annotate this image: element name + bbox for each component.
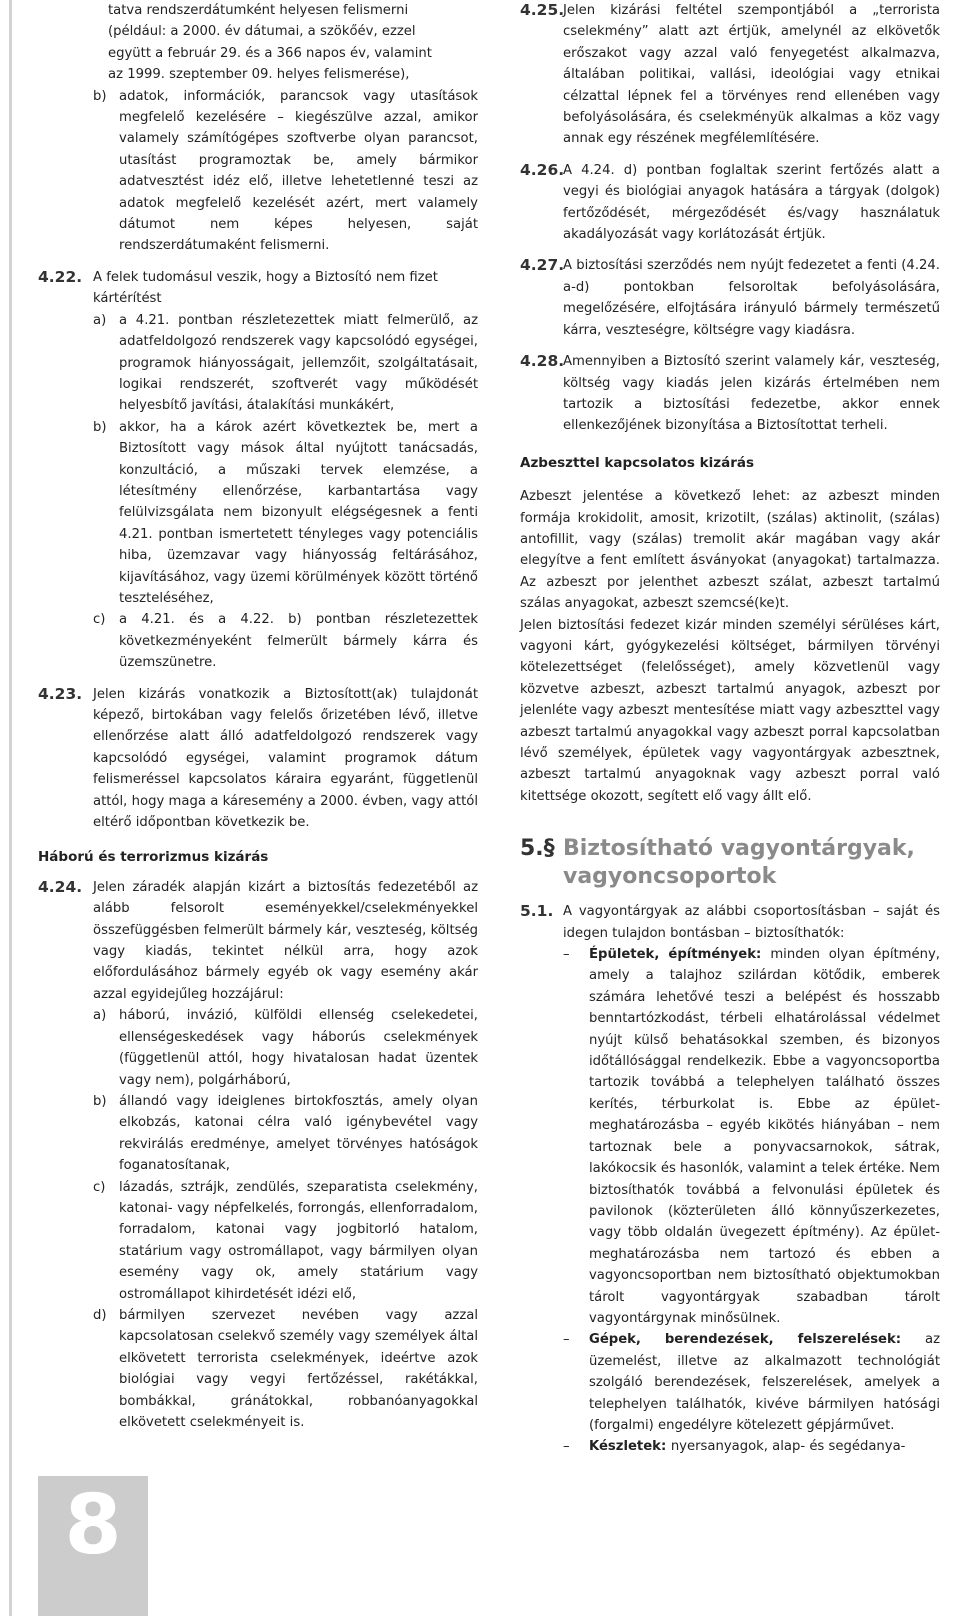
asbestos-paragraph: Jelen biztosítási fedezet kizár minden személyi sérüléses kárt, vagyoni kárt, gyógykezelési költséget, bármilyen törvényi kötelezettséget (felelősséget), amely közvetlenül vagy közvetve azbeszt, azbeszt tartalmú anyagok, azbeszt por jelenléte vagy azbeszt mentesítése miatt vagy azbeszttel vagy azbeszt tartalmú anyagokkal vagy azbeszt porral kapcsolatban lévő személyek, épületek vagy vagyontárgyak azbesztnek, azbeszt tartalmú anyagoknak vagy azbeszt porral való kitettsége okozott, segített elő vagy állt elő. (520, 617, 940, 804)
heading-war-terrorism: Háború és terrorizmus kizárás (38, 849, 269, 866)
left-margin-rule (9, 0, 12, 1616)
section-text: A vagyontárgyak az alábbi csoportosításban – saját és idegen tulajdon bontásban – biztosíthatók: (563, 904, 940, 941)
section-number: 4.25. (520, 1, 565, 19)
item-label: a) (93, 1008, 107, 1024)
list-item (563, 944, 940, 1329)
dash-bullet: – (563, 1439, 570, 1455)
list-item (93, 86, 478, 257)
section-4-23 (38, 684, 478, 834)
item-term: Gépek, berendezések, felszerelések: (589, 1332, 925, 1348)
list-item (93, 310, 478, 417)
list-item (93, 1005, 478, 1091)
dash-bullet: – (563, 1332, 570, 1348)
section-4-22 (38, 267, 478, 674)
list-item (93, 1091, 478, 1177)
right-column (520, 0, 940, 1458)
list-item (563, 1329, 940, 1436)
list-item (563, 1436, 940, 1457)
section-number: 5.§ (520, 836, 555, 862)
section-text: Jelen kizárási feltétel szempontjából a „terrorista cselekmény” alatt azt értjük, amelynél az elkövetők erőszakot vagy azzal való fenyegetést alkalmazva, általában politikai, vallási, ideológiai vagy etnikai célzattal lépnek fel a törvényes rend ellenében vagy befolyásolására, és cselekményük alkalmas a köz vagy annak egy részének megfélemlítésére. (563, 3, 940, 147)
item-term: Épületek, építmények: (589, 947, 771, 963)
intro-line: az 1999. szeptember 09. helyes felismerése), (108, 67, 410, 83)
item-text: minden olyan építmény, amely a talajhoz szilárdan kötődik, emberek számára lehetővé teszi a belépést és hosszabb benntartózkodást, térbeli elhatárolással védelmet nyújt külső behatásokkal szemben, és bizonyos időtállósággal rendelkezik. Ebbe a vagyoncsoportba tartozik továbbá a telephelyen található összes kerítés, térburkolat is. Ebbe az épület-meghatározásba – egyéb kikötés hiányában – nem tartoznak bele a ponyvacsarnokok, sátrak, lakókocsik és hasonlók, valamint a telek értéke. Nem biztosíthatók továbbá a felvonulási épületek és pavilonok (közterületen álló könnyűszerkezetes, vagy több oldalán üvegezett építmény). Az épület-meghatározásba nem tartozó és ebben a vagyoncsoportban nem biztosítható objektumokban tárolt vagyontárgyak szabadban tárolt vagyontárgynak minősülnek. (589, 947, 940, 1326)
section-number: 4.22. (38, 267, 83, 286)
item-text: lázadás, sztrájk, zendülés, szeparatista cselekmény, katonai- vagy népfelkelés, forrongás, ellenforradalom, forradalom, katonai vagy jogbitorló hatalom, statárium vagy ostromállapot, vagy bármilyen olyan esemény vagy ok, amely statárium vagy ostromállapot kihirdetését idézi elő, (119, 1179, 478, 1302)
intro-line: (például: a 2000. év dátumai, a szökőév, ezzel (108, 24, 416, 40)
section-text: A biztosítási szerződés nem nyújt fedezetet a fenti (4.24. a-d) pontokban felsoroltak befolyásolására, megelőzésére, elfojtására irányuló bármely természetű kárra, veszteségre, költségre vagy kiadásra. (563, 258, 940, 338)
intro-item-b-wrap (38, 86, 478, 257)
item-text: akkor, ha a károk azért következtek be, mert a Biztosított vagy mások által nyújtott tanácsadás, konzultáció, a műszaki tervek elemzése, a létesítmény ellenőrzése, karbantartása vagy felülvizsgálata nem bizonyult elégségesnek a fenti 4.21. pontban ismertetett tényleges vagy potenciális hiba, üzemzavar vagy hiányosság feltárásához, kijavításához, vagy üzemi körülmények között történő teszteléséhez, (119, 419, 478, 606)
section-5-heading (520, 835, 940, 891)
item-text: nyersanyagok, alap- és segédanya- (670, 1439, 906, 1455)
item-label: b) (93, 419, 107, 435)
dash-bullet: – (563, 947, 570, 963)
item-text: a 4.21. és a 4.22. b) pontban részletezettek következményeként felmerült bármely kárra és üzemszünetre. (119, 612, 478, 671)
item-text: háború, invázió, külföldi ellenség cselekedetei, ellenségeskedések vagy háborús cselekmények (függetlenül attól, hogy hivatalosan hadat üzentek vagy nem), polgárháború, (119, 1008, 478, 1088)
intro-line: együtt a február 29. és a 366 napos év, valamint (108, 45, 432, 61)
section-number: 4.28. (520, 352, 565, 371)
item-term: Készletek: (589, 1439, 671, 1455)
section-number: 4.24. (38, 877, 83, 896)
item-label: c) (93, 1179, 106, 1195)
item-label: d) (93, 1307, 107, 1323)
intro-continuation (38, 0, 478, 86)
section-number: 4.26. (520, 160, 565, 179)
heading-asbestos: Azbeszttel kapcsolatos kizárás (520, 454, 755, 471)
item-label: b) (93, 1093, 107, 1109)
section-text: Jelen záradék alapján kizárt a biztosítás fedezetéből az alább felsorolt eseményekkel/cselekményekkel összefüggésben felmerült bármely kár, veszteség, költség vagy kiadás, tekintet nélkül arra, hogy azok előfordulásához bármely egyéb ok vagy esemény akár azzal egyidejűleg hozzájárul: (93, 879, 478, 1002)
page-number-box (38, 1476, 148, 1616)
section-4-27 (520, 255, 940, 341)
section-number: 5.1. (520, 902, 554, 921)
list-item (93, 609, 478, 673)
section-4-26 (520, 160, 940, 246)
item-text: bármilyen szervezet nevében vagy azzal kapcsolatosan cselekvő személy vagy személyek által elkövetett terrorista cselekmények, ideértve azok biológiai vagy vegyi fertőzéssel, rakétákkal, bombákkal, gránátokkal, robbanóanyagokkal elkövetett cselekményeit is. (119, 1307, 478, 1430)
section-number: 4.27. (520, 256, 565, 275)
item-label: a) (93, 312, 107, 328)
list-item (93, 1177, 478, 1305)
item-text: adatok, információk, parancsok vagy utasítások megfelelő kezelésére – kiegészülve azzal, amikor valamely számítógépes szoftverbe olyan parancsot, utasítást programoztak be, amely bármikor adatvesztést idéz elő, illetve lehetetlenné teszi az adatok megfelelő kezelését azért, mert valamely dátumot nem képes helyesen, saját rendszerdátumaként felismerni. (119, 88, 478, 254)
asbestos-paragraph: Azbeszt jelentése a következő lehet: az azbeszt minden formája krokidolit, amosit, krizotilt, (szálas) aktinolit, (szálas) antofillit, vagy (szálas) tremolit akár magában vagy akár elegyítve a fent említett ásványokat (anyagokat) tartalmazza. Az azbeszt por jelenthet azbeszt szálat, azbeszt tartalmú szálas anyagokat, azbeszt szemcsé(ke)t. (520, 489, 940, 612)
section-text: A felek tudomásul veszik, hogy a Biztosító nem fizet kártérítést (93, 269, 438, 307)
section-text: A 4.24. d) pontban foglaltak szerint fertőzés alatt a vegyi és biológiai anyagok hatására a tárgyak (dolgok) fertőződését, mérgeződését és/vagy használatuk akadályozását vagy korlátozását értjük. (563, 162, 940, 243)
intro-line: tatva rendszerdátumként helyesen felismerni (108, 3, 409, 18)
list-item (93, 417, 478, 610)
section-5-1 (520, 901, 940, 1458)
section-4-24 (38, 877, 478, 1434)
item-text: a 4.21. pontban részletezettek miatt felmerülő, az adatfeldolgozó rendszerek vagy kapcsolódó egységei, programok hiányosságait, jellemzőit, szolgáltatásait, logikai rendszerét, szoftverét vagy működését helyesbítő javítási, átalakítási munkákért, (119, 312, 478, 414)
item-text: az üzemelést, illetve az alkalmazott technológiát szolgáló berendezések, felszerelések, amelyek a telephelyen találhatók, kivéve bármilyen hatósági (forgalmi) engedélyre kötelezett gépjárművet. (589, 1332, 940, 1433)
item-label: b) (93, 88, 107, 104)
left-column (38, 0, 478, 1433)
page-number: 8 (64, 1478, 122, 1573)
section-number: 4.23. (38, 684, 83, 703)
section-text: Jelen kizárás vonatkozik a Biztosított(ak) tulajdonát képező, birtokában vagy felelős őrizetében lévő, illetve ellenőrzése alatt álló adatfeldolgozó rendszerek vagy kapcsolódó egységei, valamint programok dátum felismeréssel kapcsolatos káraira egyaránt, függetlenül attól, hogy maga a káresemény a 2000. évben, vagy attól eltérő időpontban következik be. (93, 686, 478, 831)
list-item (93, 1305, 478, 1433)
item-text: állandó vagy ideiglenes birtokfosztás, amely olyan elkobzás, katonai célra való igénybevétel vagy rekvirálás eredménye, amelyet törvényes hatóságok foganatosítanak, (119, 1093, 478, 1174)
item-label: c) (93, 612, 106, 628)
section-4-28 (520, 351, 940, 437)
section-4-25 (520, 0, 940, 150)
section-title: Biztosítható vagyontárgyak, vagyoncsoportok (563, 836, 915, 890)
section-text: Amennyiben a Biztosító szerint valamely kár, veszteség, költség vagy kiadás jelen kizárás értelmében nem tartozik a biztosítási fedezetbe, akkor ennek ellenkezőjének bizonyítása a Biztosítottat terheli. (563, 354, 940, 434)
